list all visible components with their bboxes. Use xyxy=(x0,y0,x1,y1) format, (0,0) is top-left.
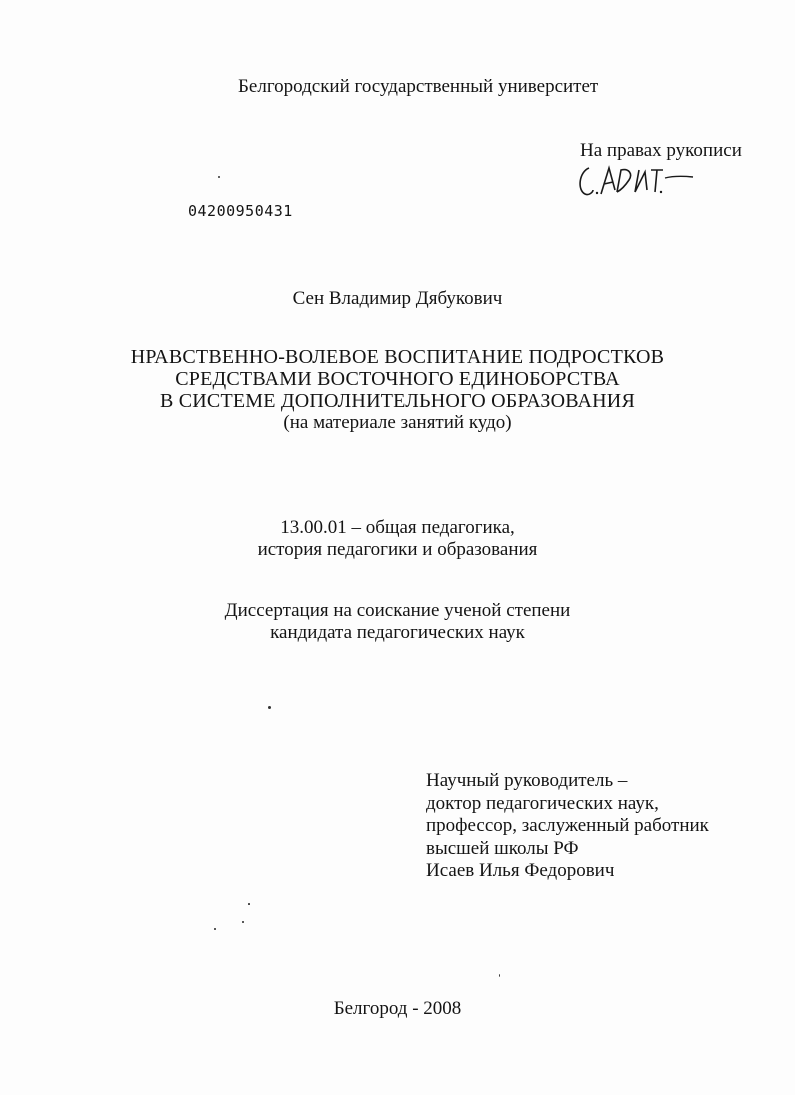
title-line: НРАВСТВЕННО-ВОЛЕВОЕ ВОСПИТАНИЕ ПОДРОСТКОВ xyxy=(130,346,665,368)
specialty-line: история педагогики и образования xyxy=(257,539,538,560)
scan-speck xyxy=(248,903,250,905)
specialty-line: 13.00.01 – общая педагогика, xyxy=(280,517,515,538)
scan-speck xyxy=(499,974,500,977)
supervisor-line: Научный руководитель – xyxy=(426,770,628,791)
scan-speck xyxy=(214,928,216,930)
supervisor-line: высшей школы РФ xyxy=(426,837,579,859)
supervisor-line: Исаев Илья Федорович xyxy=(426,860,615,881)
supervisor-line: профессор, заслуженный работник xyxy=(426,815,709,836)
author-name: Сен Владимир Дябукович xyxy=(292,288,503,309)
dissertation-title xyxy=(0,346,795,434)
scan-speck xyxy=(242,921,244,923)
supervisor-line: доктор педагогических наук, xyxy=(426,792,659,814)
title-line: В СИСТЕМЕ ДОПОЛНИТЕЛЬНОГО ОБРАЗОВАНИЯ xyxy=(160,390,635,412)
degree-line: кандидата педагогических наук xyxy=(270,622,525,643)
university-name: Белгородский государственный университет xyxy=(238,76,599,97)
title-subtitle: (на материале занятий кудо) xyxy=(283,412,512,433)
specialty xyxy=(0,517,795,561)
title-line: СРЕДСТВАМИ ВОСТОЧНОГО ЕДИНОБОРСТВА xyxy=(175,368,620,390)
rights-note: На правах рукописи xyxy=(580,140,742,161)
inventory-number: 04200950431 xyxy=(188,202,293,220)
handwritten-signature xyxy=(575,160,695,202)
scientific-supervisor xyxy=(426,770,709,883)
degree-line: Диссертация на соискание ученой степени xyxy=(224,600,571,621)
scan-speck xyxy=(268,706,271,709)
scan-speck xyxy=(218,176,220,178)
city-and-year: Белгород - 2008 xyxy=(333,998,462,1019)
degree-statement xyxy=(0,600,795,644)
